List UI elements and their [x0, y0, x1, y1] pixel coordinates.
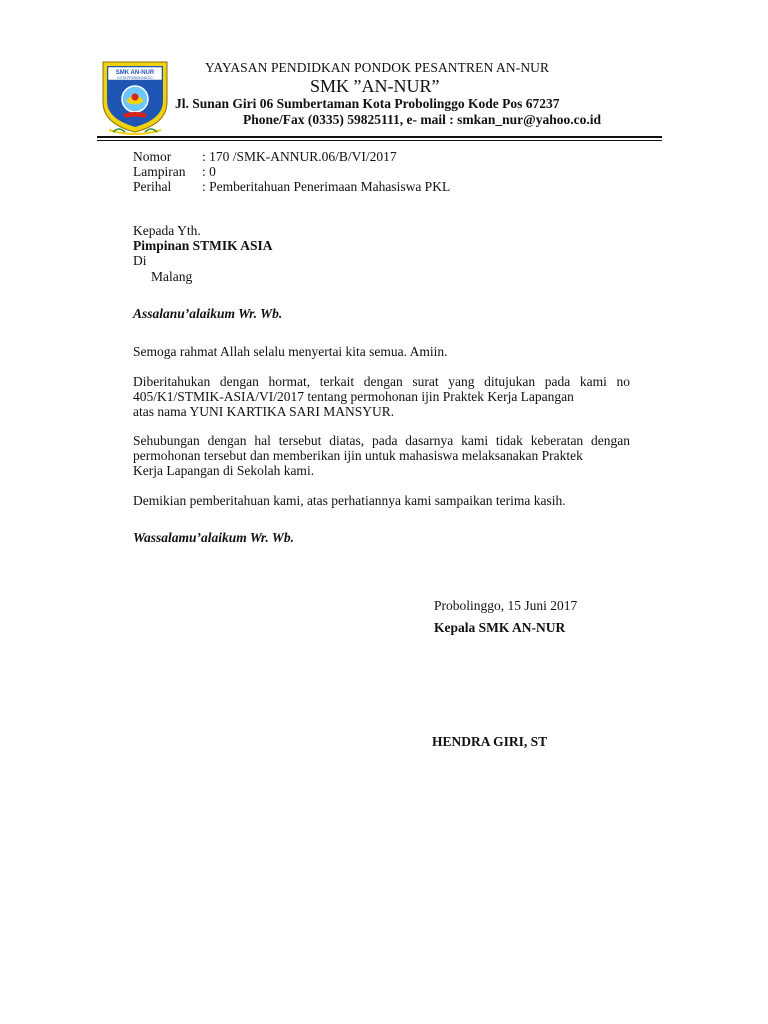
- logo-text-top: SMK AN-NUR: [115, 70, 155, 76]
- recipient-di: Di: [133, 253, 147, 268]
- signature-position: Kepala SMK AN-NUR: [434, 620, 566, 635]
- school-contact: Phone/Fax (0335) 59825111, e- mail : smkan_nur@yahoo.co.id: [243, 112, 601, 127]
- perihal-label: Perihal: [133, 179, 172, 194]
- lampiran-label: Lampiran: [133, 164, 186, 179]
- letterhead-rule-thin: [97, 140, 662, 141]
- school-name: SMK ”AN-NUR”: [310, 76, 440, 96]
- paragraph-4: Demikian pemberitahuan kami, atas perhatiannya kami sampaikan terima kasih.: [133, 493, 566, 508]
- paragraph-2: [133, 374, 630, 419]
- opening-salutation: Assalanu’alaikum Wr. Wb.: [133, 306, 283, 321]
- recipient-name: Pimpinan STMIK ASIA: [133, 238, 273, 253]
- signature-name: HENDRA GIRI, ST: [432, 734, 548, 749]
- perihal-value: : Pemberitahuan Penerimaan Mahasiswa PKL: [202, 179, 451, 194]
- logo-text-sub: KOTA PROBOLINGGO: [117, 76, 153, 80]
- recipient-city: Malang: [151, 269, 193, 284]
- paragraph-3: [133, 433, 630, 478]
- nomor-label: Nomor: [133, 149, 172, 164]
- paragraph-3-main: Sehubungan dengan hal tersebut diatas, pada dasarnya kami tidak keberatan dengan permohonan tersebut dan memberikan ijin untuk mahasiswa melaksanakan Praktek: [133, 433, 630, 463]
- school-logo: [99, 58, 171, 136]
- foundation-name: YAYASAN PENDIDKAN PONDOK PESANTREN AN-NUR: [205, 60, 550, 75]
- letterhead-rule: [97, 136, 662, 138]
- nomor-value: : 170 /SMK-ANNUR.06/B/VI/2017: [202, 149, 397, 164]
- paragraph-2-last: atas nama YUNI KARTIKA SARI MANSYUR.: [133, 404, 395, 419]
- paragraph-2-main: Diberitahukan dengan hormat, terkait dengan surat yang ditujukan pada kami no 405/K1/STMIK-ASIA/VI/2017 tentang permohonan ijin Praktek Kerja Lapangan: [133, 374, 630, 404]
- school-address: Jl. Sunan Giri 06 Sumbertaman Kota Probolinggo Kode Pos 67237: [175, 96, 560, 111]
- place-date: Probolinggo, 15 Juni 2017: [434, 598, 578, 613]
- paragraph-3-last: Kerja Lapangan di Sekolah kami.: [133, 463, 315, 478]
- lampiran-value: : 0: [202, 164, 216, 179]
- paragraph-1: Semoga rahmat Allah selalu menyertai kita semua. Amiin.: [133, 344, 448, 359]
- recipient-greeting: Kepada Yth.: [133, 223, 201, 238]
- closing-salutation: Wassalamu’alaikum Wr. Wb.: [133, 530, 295, 545]
